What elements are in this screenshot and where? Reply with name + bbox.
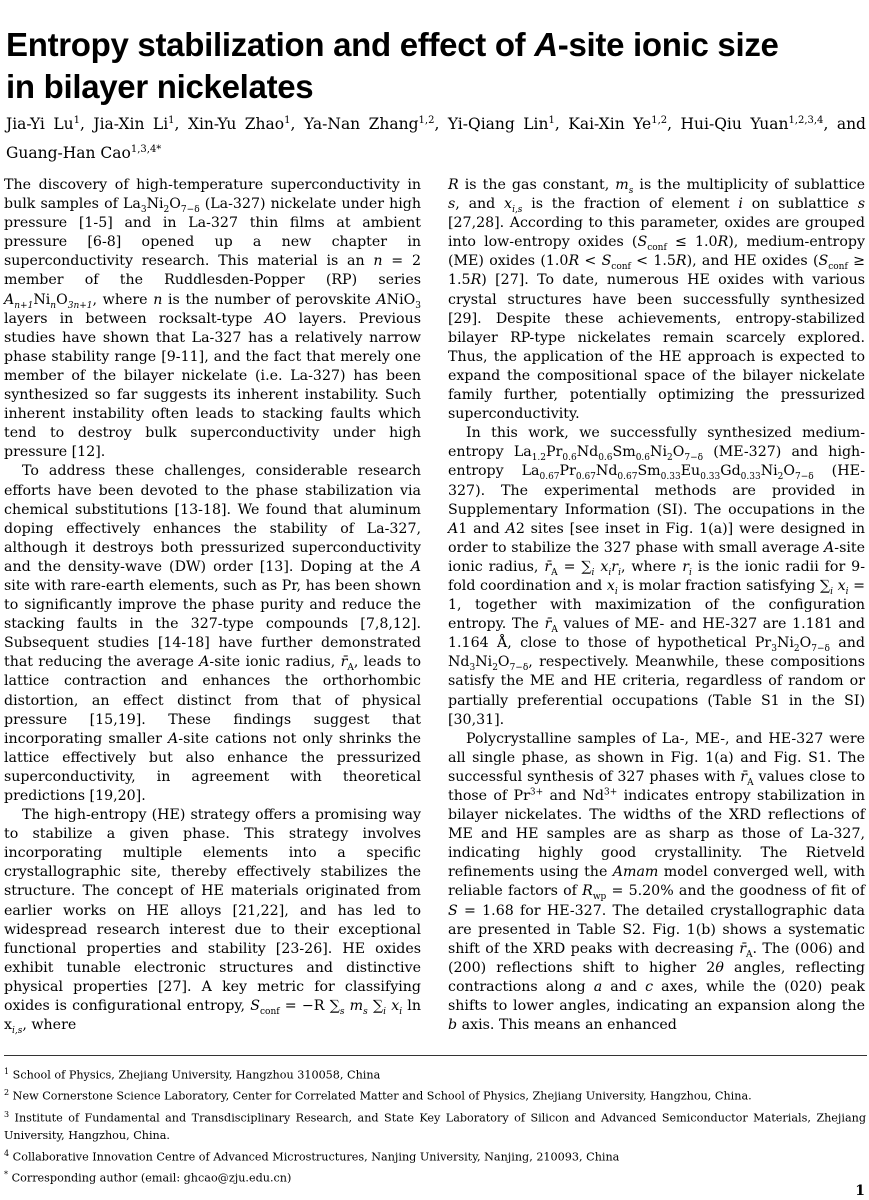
page-number: 1 xyxy=(855,1183,865,1199)
author-affiliation: 1,2,3,4 xyxy=(788,115,824,126)
author-list xyxy=(6,108,866,166)
author-name: Yi-Qiang Lin xyxy=(447,115,549,134)
author-separator: , and xyxy=(823,115,866,134)
footnotes xyxy=(4,1063,866,1187)
author-name: Guang-Han Cao xyxy=(6,144,131,163)
footnote-divider xyxy=(4,1055,867,1056)
footnote-affiliation-2: $^2$ New Cornerstone Science Laboratory, Center for Correlated Matter and School of Physics, Zhejiang University, Hangzhou, China. xyxy=(4,1088,752,1104)
title-italic-a: A xyxy=(534,26,558,63)
footnote-affiliation-3: $^3$ Institute of Fundamental and Transdisciplinary Research, and State Key Laboratory of Silicon and Advanced Semiconductor Materials, Zhejiang University, Hangzhou, China. xyxy=(4,1109,866,1142)
title-text: Entropy stabilization and effect of xyxy=(6,26,535,63)
paper-title xyxy=(6,24,866,108)
author-separator: , xyxy=(79,115,94,134)
author-affiliation: 1 xyxy=(548,115,555,126)
author-affiliation: 1 xyxy=(168,115,175,126)
author-name: Kai-Xin Ye xyxy=(568,115,652,134)
paragraph-challenges: To address these challenges, considerable research efforts have been devoted to the phase stabilization via chemical substitutions [13-18]. We found that aluminum doping effectively enhances the stability of La-327, although it destroys both pressurized superconductivity and the density-wave (DW) order [13]. Doping at the A site with rare-earth elements, such as Pr, has been shown to significantly improve the phase purity and reduce the stacking faults in the 327-type compounds [7,8,12]. Subsequent studies [14-18] have further demonstrated that reducing the average A-site ionic radius, $r̄_A$, leads to lattice contraction and enhances the orthorhombic distortion, an effect distinct from that of physical pressure [15,19]. These findings suggest that incorporating smaller A-site cations not only shrinks the lattice effectively but also enhance the pressurized superconductivity, in agreement with theoretical predictions [19,20]. xyxy=(4,463,421,804)
author-separator: , xyxy=(554,115,569,134)
right-column xyxy=(448,176,865,1035)
author-separator: , xyxy=(667,115,681,134)
title-text: in bilayer nickelates xyxy=(6,68,314,105)
author-name: Hui-Qiu Yuan xyxy=(680,115,789,134)
author-name: Jia-Xin Li xyxy=(93,115,169,134)
left-column xyxy=(4,176,421,1035)
paragraph-polycrystalline: Polycrystalline samples of La-, ME-, and HE-327 were all single phase, as shown in Fig. 1(a) and Fig. S1. The successful synthesis of 327 phases with $r̄_A$ values close to those of $Pr^{3+}$ and $Nd^{3+}$ indicates entropy stabilization in bilayer nickelates. The widths of the XRD reflections of ME and HE samples are as sharp as those of La-327, indicating highly good crystallinity. The Rietveld refinements using the Amam model converged well, with reliable factors of $R_{wp} = 5.20\%$ and the goodness of fit of S = 1.68 for HE-327. The detailed crystallographic data are presented in Table S2. Fig. 1(b) shows a systematic shift of the XRD peaks with decreasing $r̄_A$. The (006) and (200) reflections shift to higher 2θ angles, reflecting contractions along a and c axes, while the (020) peak shifts to lower angles, indicating an expansion along the b axis. This means an enhanced xyxy=(448,730,865,1034)
author-name: Xin-Yu Zhao xyxy=(187,115,285,134)
footnote-affiliation-1: $^1$ School of Physics, Zhejiang University, Hangzhou 310058, China xyxy=(4,1067,381,1082)
paragraph-this-work: In this work, we successfully synthesized medium-entropy $La_{1.2}Pr_{0.6}Nd_{0.6}Sm_{0.6}Ni_2O_{7-\delta}$ (ME-327) and high-entropy $La_{0.67}Pr_{0.67}Nd_{0.67}Sm_{0.33}Eu_{0.33}Gd_{0.33}Ni_2O_{7-\delta}$ (HE-327). The experimental methods are provided in Supplementary Information (SI). The occupations in the A1 and A2 sites [see inset in Fig. 1(a)] were designed in order to stabilize the 327 phase with small average A-site ionic radius, $r̄_A = \sum_i$ $x_ir_i$, where $r_i$ is the ionic radii for 9-fold coordination and $x_i$ is molar fraction satisfying $\sum_i$ $x_i = 1$, together with maximization of the configuration entropy. The $r̄_A$ values of ME- and HE-327 are 1.181 and 1.164 Å, close to those of hypothetical $Pr_3Ni_2O_{7-\delta}$ and $Nd_3Ni_2O_{7-\delta}$, respectively. Meanwhile, these compositions satisfy the ME and HE criteria, regardless of random or partially preferential occupations (Table S1 in the SI) [30,31]. xyxy=(448,425,866,728)
title-text: -site ionic size xyxy=(557,26,779,63)
author-separator: , xyxy=(174,115,188,134)
footnote-affiliation-4: $^4$ Collaborative Innovation Centre of Advanced Microstructures, Nanjing University, Nanjing, 210093, China xyxy=(4,1148,620,1164)
author-affiliation: 1,2 xyxy=(651,115,668,126)
author-separator: , xyxy=(290,115,304,134)
paragraph-high-entropy-continued: R is the gas constant, $m_s$ is the multiplicity of sublattice s, and $x_{i,s}$ is the fraction of element i on sublattice s [27,28]. According to this parameter, oxides are grouped into low-entropy oxides $(S_{conf} \le 1.0R)$, medium-entropy (ME) oxides $(1.0R < S_{conf} < 1.5R)$, and HE oxides $(S_{conf} \ge 1.5R)$ [27]. To date, numerous HE oxides with various crystal structures have been successfully synthesized [29]. Despite these achievements, entropy-stabilized bilayer RP-type nickelates remain scarcely explored. Thus, the application of the HE approach is expected to expand the compositional space of the bilayer nickelate family further, potentially optimizing the pressurized superconductivity. xyxy=(448,177,865,423)
author-affiliation: 1 xyxy=(73,115,80,126)
footnote-corresponding-author: * Corresponding author (email: ghcao@zju.edu.cn) xyxy=(4,1169,292,1185)
author-affiliation: 1 xyxy=(284,115,291,126)
paragraph-intro: The discovery of high-temperature superconductivity in bulk samples of $La_3Ni_2O_{7-\delta}$ (La-327) nickelate under high pressure [1-5] and in La-327 thin films at ambient pressure [6-8] opened up a new chapter in superconductivity research. This material is an n = 2 member of the Ruddlesden-Popper (RP) series $A_{n+1}Ni_nO_{3n+1}$, where n is the number of perovskite ANiO$_3$ layers in between rocksalt-type AO layers. Previous studies have shown that La-327 has a relatively narrow phase stability range [9-11], and the fact that merely one member of the bilayer nickelate (i.e. La-327) has been synthesized so far suggests its inherent instability. Such inherent instability often leads to stacking faults which tend to destroy bulk superconductivity under high pressure [12]. xyxy=(4,177,422,461)
author-affiliation: 1,2 xyxy=(418,115,435,126)
author-separator: , xyxy=(434,115,448,134)
author-name: Ya-Nan Zhang xyxy=(303,115,419,134)
paragraph-high-entropy: The high-entropy (HE) strategy offers a promising way to stabilize a given phase. This strategy involves incorporating multiple elements into a specific crystallographic site, thereby effectively stabilizes the structure. The concept of HE materials originated from earlier works on HE alloys [21,22], and has led to widespread research interest due to their exceptional functional properties and stability [23-26]. HE oxides exhibit tunable electronic structures and distinctive physical properties [27]. A key metric for classifying oxides is configurational entropy, $S_{conf} = -R$ $\sum_s$ $m_s$ $\sum_i$ $x_i$ $\ln x_{i,s}$, where xyxy=(4,807,421,1036)
author-name: Jia-Yi Lu xyxy=(6,115,74,134)
author-affiliation: 1,3,4* xyxy=(130,144,162,156)
